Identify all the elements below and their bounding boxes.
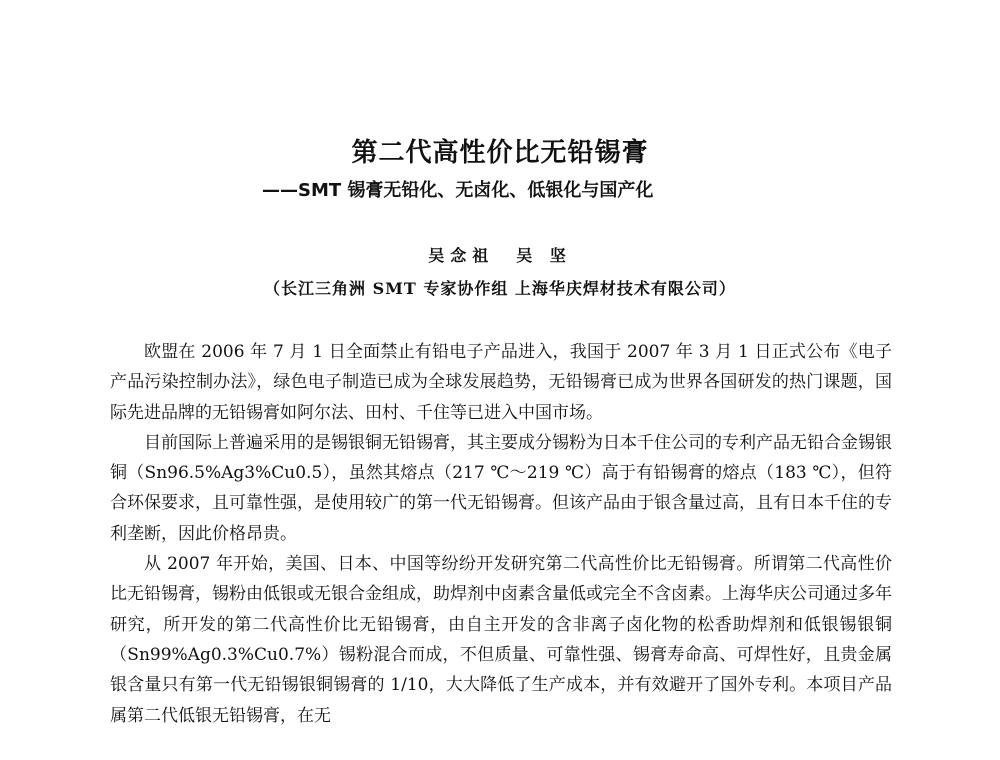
paragraph-1: 欧盟在 2006 年 7 月 1 日全面禁止有铅电子产品进入，我国于 2007 年 3 月 1 日正式公布《电子产品污染控制办法》，绿色电子制造已成为全球发展趋势，无铅锡膏已成为世界各国研发的热门课题，国际先进品牌的无铅锡膏如阿尔法、田村、千住等已进入中国市场。 bbox=[110, 342, 892, 423]
page-title: 第二代高性价比无铅锡膏 bbox=[351, 138, 649, 168]
authors: 吴念祖 吴 坚 bbox=[428, 246, 572, 265]
affiliation: （长江三角洲 SMT 专家协作组 上海华庆焊材技术有限公司） bbox=[264, 279, 736, 298]
page-subtitle: ——SMT 锡膏无铅化、无卤化、低银化与国产化 bbox=[262, 180, 654, 201]
paragraph-3: 从 2007 年开始，美国、日本、中国等纷纷开发研究第二代高性价比无铅锡膏。所谓第二代高性价比无铅锡膏，锡粉由低银或无银合金组成，助焊剂中卤素含量低或完全不含卤素。上海华庆公司通过多年研究，所开发的第二代高性价比无铅锡膏，由自主开发的含非离子卤化物的松香助焊剂和低银锡银铜（Sn99%Ag0.3%Cu0.7%）锡粉混合而成，不但质量、可靠性强、锡膏寿命高、可焊性好，且贵金属银含量只有第一代无铅锡银铜锡膏的 1/10，大大降低了生产成本，并有效避开了国外专利。本项目产品属第二代低银无铅锡膏，在无 bbox=[110, 554, 892, 726]
article-body bbox=[110, 337, 892, 731]
paragraph-2: 目前国际上普遍采用的是锡银铜无铅锡膏，其主要成分锡粉为日本千住公司的专利产品无铅合金锡银铜（Sn96.5%Ag3%Cu0.5），虽然其熔点（217 ℃～219 ℃）高于有铅锡膏的熔点（183 ℃），但符合环保要求，且可靠性强，是使用较广的第一代无铅锡膏。但该产品由于银含量过高，且有日本千住的专利垄断，因此价格昂贵。 bbox=[110, 432, 892, 544]
